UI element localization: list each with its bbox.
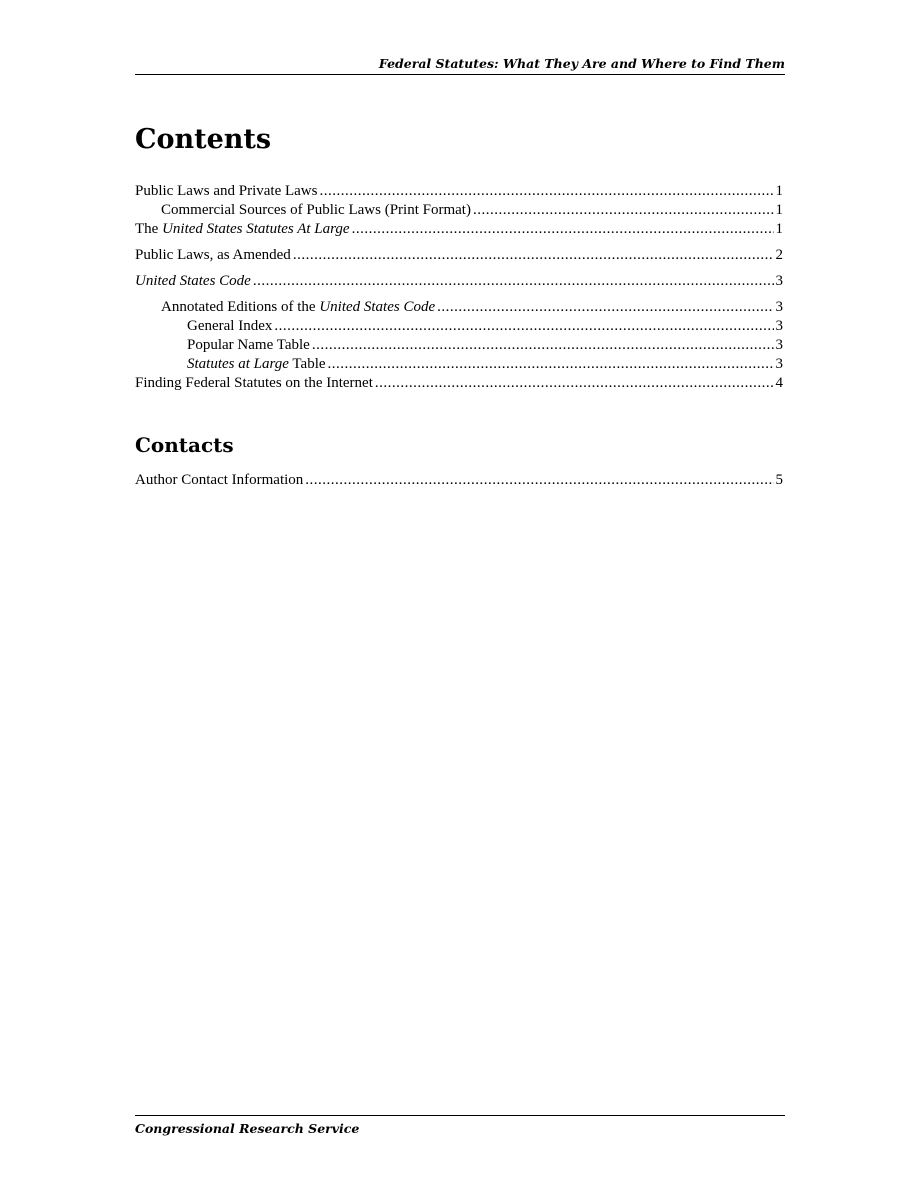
page-footer bbox=[135, 1115, 785, 1136]
dot-leader bbox=[328, 355, 774, 374]
toc-entry-title: Public Laws and Private Laws bbox=[135, 183, 318, 199]
contents-heading: Contents bbox=[135, 124, 272, 155]
toc-page-number: 2 bbox=[775, 247, 783, 263]
toc-entry-public-private-laws[interactable] bbox=[135, 182, 783, 201]
toc-page-number: 3 bbox=[775, 273, 783, 289]
toc-entry-title: Public Laws, as Amended bbox=[135, 247, 291, 263]
toc-entry-title: Commercial Sources of Public Laws (Print Format) bbox=[161, 202, 471, 218]
running-header-title: Federal Statutes: What They Are and Where to Find Them bbox=[378, 56, 785, 71]
toc-page-number: 1 bbox=[775, 202, 783, 218]
dot-leader bbox=[305, 471, 773, 490]
toc-page-number: 1 bbox=[775, 183, 783, 199]
toc-page-number: 3 bbox=[775, 299, 783, 315]
toc-entry-finding-statutes-internet[interactable] bbox=[135, 374, 783, 393]
dot-leader bbox=[274, 317, 773, 336]
toc-entry-title: Annotated Editions of the United States Code bbox=[161, 299, 436, 315]
toc-entry-united-states-code[interactable] bbox=[135, 272, 783, 291]
dot-leader bbox=[312, 336, 774, 355]
toc-entry-general-index[interactable] bbox=[135, 317, 783, 336]
toc-entry-annotated-editions[interactable] bbox=[135, 298, 783, 317]
toc-page-number: 3 bbox=[775, 356, 783, 372]
table-of-contents bbox=[135, 120, 783, 490]
dot-leader bbox=[319, 182, 773, 201]
toc-entry-public-laws-amended[interactable] bbox=[135, 246, 783, 265]
toc-page-number: 5 bbox=[775, 472, 783, 488]
toc-entry-statutes-table[interactable] bbox=[135, 355, 783, 374]
contacts-section bbox=[135, 431, 783, 490]
toc-entry-title: United States Code bbox=[135, 273, 251, 289]
toc-entry-title: Finding Federal Statutes on the Internet bbox=[135, 375, 373, 391]
toc-entry-title: General Index bbox=[187, 318, 273, 334]
toc-entry-commercial-sources[interactable] bbox=[135, 201, 783, 220]
contacts-heading: Contacts bbox=[135, 433, 234, 457]
toc-entry-title: Author Contact Information bbox=[135, 472, 304, 488]
dot-leader bbox=[352, 220, 774, 239]
toc-entry-title: Popular Name Table bbox=[187, 337, 310, 353]
toc-page-number: 4 bbox=[775, 375, 783, 391]
running-header bbox=[135, 56, 785, 75]
toc-page-number: 1 bbox=[775, 221, 783, 237]
dot-leader bbox=[437, 298, 773, 317]
dot-leader bbox=[473, 201, 774, 220]
toc-entry-title: The United States Statutes At Large bbox=[135, 221, 350, 237]
toc-entry-title: Statutes at Large Table bbox=[187, 356, 326, 372]
toc-entry-statutes-at-large[interactable] bbox=[135, 220, 783, 239]
toc-entry-popular-name-table[interactable] bbox=[135, 336, 783, 355]
dot-leader bbox=[375, 374, 774, 393]
footer-text: Congressional Research Service bbox=[135, 1121, 360, 1136]
toc-page-number: 3 bbox=[775, 318, 783, 334]
dot-leader bbox=[253, 272, 774, 291]
toc-entry-author-contact[interactable] bbox=[135, 471, 783, 490]
toc-page-number: 3 bbox=[775, 337, 783, 353]
dot-leader bbox=[293, 246, 774, 265]
